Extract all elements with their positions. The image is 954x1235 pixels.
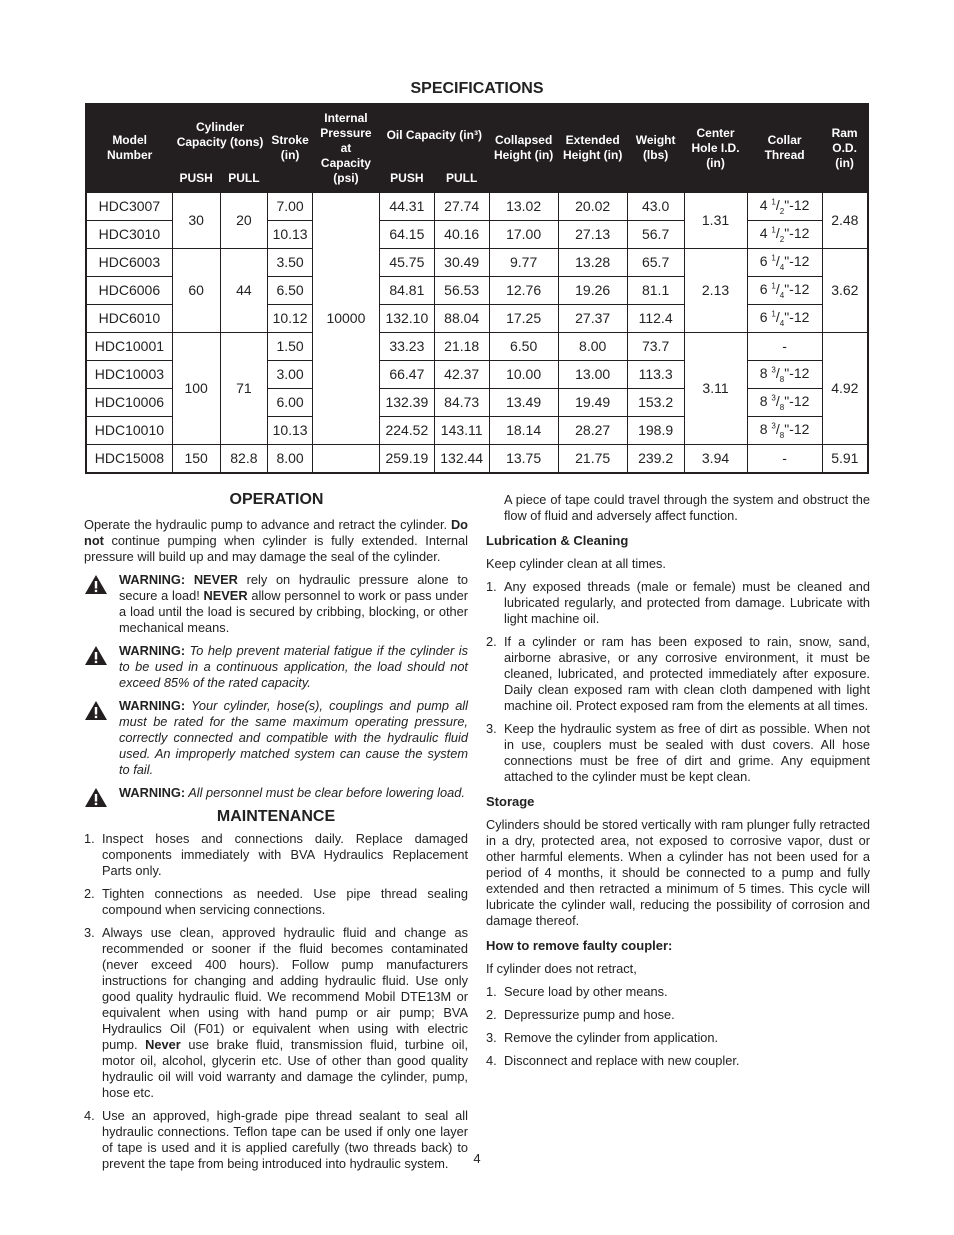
cell-capacity-pull: 20 — [220, 192, 268, 248]
collar-denominator: 2 — [779, 234, 785, 244]
specifications-title: SPECIFICATIONS — [410, 80, 544, 97]
cell-model: HDC6003 — [86, 248, 172, 276]
collar-whole: 4 — [759, 196, 768, 213]
cell-model: HDC10003 — [86, 360, 172, 388]
collar-numerator: 1 — [771, 196, 776, 206]
header-push: PUSH — [172, 165, 220, 192]
cell-model: HDC10001 — [86, 332, 172, 360]
specifications-table — [85, 103, 869, 474]
collar-numerator: 3 — [771, 420, 776, 430]
cell-capacity-pull: 44 — [220, 248, 268, 332]
collar-numerator: 1 — [771, 224, 776, 234]
header-model: Model Number — [86, 104, 172, 192]
collar-whole: 4 — [759, 224, 768, 241]
maintenance-item: 2. Tighten connections as needed. Use pipe thread sealing compound when servicing connections. — [84, 886, 468, 917]
cell-weight: 153.2 — [627, 388, 684, 416]
operation-title: OPERATION — [229, 491, 324, 508]
cell-extended: 19.26 — [558, 276, 627, 304]
cell-oil-push: 44.31 — [379, 192, 434, 220]
cell-extended: 13.00 — [558, 360, 627, 388]
header-oil-pull: PULL — [434, 165, 489, 192]
collar-whole: 8 — [759, 364, 768, 381]
cell-extended: 27.37 — [558, 304, 627, 332]
collar-denominator: 4 — [779, 262, 785, 272]
cell-center-hole: 1.31 — [684, 192, 747, 248]
collar-suffix: "-12 — [784, 308, 810, 325]
cell-capacity-push: 30 — [172, 192, 220, 248]
collar-numerator: 3 — [771, 364, 776, 374]
warning-pressure-rating: WARNING: Your cylinder, hose(s), couplings and pump all must be rated for the same maximum operating pressure, correctly connected and compatible with the hydraulic fluid used. An improperly matched system can cause the system to fail. — [84, 698, 468, 778]
warning-never: WARNING: NEVER rely on hydraulic pressure alone to secure a load! NEVER allow personnel to work or pass under a load until the load is secured by cribbing, blocking, or other mechanical means. — [84, 572, 468, 636]
lubrication-item: 3. Keep the hydraulic system as free of dirt as possible. When not in use, couplers must be sealed with dust covers. All hose connections must be free of dirt and grime. Any equipment attached to the cylinder must be kept clean. — [486, 721, 870, 784]
cell-collapsed: 18.14 — [489, 416, 558, 444]
cell-collar-thread: 4 $^1/_2"-12$ — [747, 192, 822, 220]
collar-whole: 6 — [759, 308, 768, 325]
collar-denominator: 8 — [779, 374, 785, 384]
header-oil-capacity: Oil Capacity (in³) — [379, 104, 489, 165]
cell-model: HDC15008 — [86, 444, 172, 473]
cell-weight: 198.9 — [627, 416, 684, 444]
operation-intro: Operate the hydraulic pump to advance and retract the cylinder. Do not continue pumping when cylinder is fully extended. Internal pressure will build up and may damage the seal of the cylinder. — [84, 517, 468, 564]
cell-weight: 113.3 — [627, 360, 684, 388]
cell-weight: 73.7 — [627, 332, 684, 360]
cell-stroke: 10.13 — [268, 416, 313, 444]
collar-suffix: "-12 — [784, 280, 810, 297]
cell-model: HDC10010 — [86, 416, 172, 444]
cell-oil-pull: 27.74 — [434, 192, 489, 220]
cell-ram-od: 3.62 — [822, 248, 868, 332]
cell-extended: 28.27 — [558, 416, 627, 444]
header-oil-push: PUSH — [379, 165, 434, 192]
collar-suffix: "-12 — [784, 196, 810, 213]
header-cylinder-capacity: Cylinder Capacity (tons) — [172, 104, 267, 165]
collar-denominator: 8 — [779, 430, 785, 440]
cell-stroke: 8.00 — [268, 444, 313, 473]
cell-weight: 56.7 — [627, 220, 684, 248]
coupler-intro: If cylinder does not retract, — [486, 961, 637, 976]
collar-suffix: "-12 — [784, 392, 810, 409]
cell-oil-push: 132.10 — [379, 304, 434, 332]
coupler-step: 3. Remove the cylinder from application. — [486, 1030, 719, 1045]
header-stroke: Stroke (in) — [268, 104, 313, 192]
cell-stroke: 6.50 — [268, 276, 313, 304]
collar-whole: 6 — [759, 252, 768, 269]
cell-capacity-push: 60 — [172, 248, 220, 332]
cell-oil-pull: 30.49 — [434, 248, 489, 276]
cell-collar-thread: 6 $^1/_4"-12$ — [747, 248, 822, 276]
cell-stroke: 6.00 — [268, 388, 313, 416]
coupler-step: 4. Disconnect and replace with new coupler. — [486, 1053, 740, 1068]
collar-numerator: 1 — [771, 308, 776, 318]
cell-collar-thread: - — [747, 444, 822, 473]
maintenance-title: MAINTENANCE — [216, 808, 336, 825]
table-row — [86, 332, 868, 360]
collar-denominator: 2 — [779, 206, 785, 216]
cell-oil-pull: 40.16 — [434, 220, 489, 248]
right-column — [486, 492, 870, 1069]
cell-pressure: 10000 — [312, 192, 379, 444]
cell-weight: 65.7 — [627, 248, 684, 276]
cell-weight: 239.2 — [627, 444, 684, 473]
cell-collapsed: 10.00 — [489, 360, 558, 388]
collar-numerator: 1 — [771, 280, 776, 290]
cell-weight: 112.4 — [627, 304, 684, 332]
header-extended: Extended Height (in) — [558, 104, 627, 192]
cell-extended: 20.02 — [558, 192, 627, 220]
cell-ram-od: 5.91 — [822, 444, 868, 473]
cell-model: HDC6006 — [86, 276, 172, 304]
cell-center-hole: 2.13 — [684, 248, 747, 332]
warning-icon — [84, 700, 108, 721]
cell-model: HDC10006 — [86, 388, 172, 416]
cell-model: HDC6010 — [86, 304, 172, 332]
cell-model: HDC3007 — [86, 192, 172, 220]
warning-icon — [84, 574, 108, 595]
cell-collapsed: 6.50 — [489, 332, 558, 360]
table-row — [86, 248, 868, 276]
collar-suffix: "-12 — [784, 364, 810, 381]
header-collapsed: Collapsed Height (in) — [489, 104, 558, 192]
cell-stroke: 1.50 — [268, 332, 313, 360]
cell-ram-od: 2.48 — [822, 192, 868, 248]
cell-oil-pull: 42.37 — [434, 360, 489, 388]
cell-extended: 21.75 — [558, 444, 627, 473]
cell-stroke: 3.00 — [268, 360, 313, 388]
cell-capacity-push: 100 — [172, 332, 220, 444]
cell-collar-thread: 6 $^1/_4"-12$ — [747, 276, 822, 304]
cell-oil-push: 66.47 — [379, 360, 434, 388]
cell-collapsed: 12.76 — [489, 276, 558, 304]
cell-weight: 81.1 — [627, 276, 684, 304]
maintenance-item-continued: A piece of tape could travel through the system and obstruct the flow of fluid and adversely affect function. — [504, 492, 870, 523]
cell-capacity-push: 150 — [172, 444, 220, 473]
cell-center-hole: 3.94 — [684, 444, 747, 473]
cell-collar-thread: - — [747, 332, 822, 360]
maintenance-item: 3. Always use clean, approved hydraulic fluid and change as recommended or sooner if the fluid becomes contaminated (never exceed 400 hours). Follow pump manufacturers instructions for changing and adding hydraulic fluid. Use only good quality hydraulic fluid. We recommend Mobil DTE13M or equivalent when using with hand pump or air pump; BVA Hydraulics Oil (F01) or equivalent when using with electric pump. Never use brake fluid, transmission fluid, turbine oil, motor oil, alcohol, glycerin etc. Use of other than good quality hydraulic oil will void warranty and damage the cylinder, pump, hose etc. — [84, 925, 468, 1100]
cell-stroke: 3.50 — [268, 248, 313, 276]
cell-collapsed: 9.77 — [489, 248, 558, 276]
cell-collapsed: 17.25 — [489, 304, 558, 332]
cell-oil-pull: 143.11 — [434, 416, 489, 444]
cell-stroke: 7.00 — [268, 192, 313, 220]
header-pressure: Internal Pressure at Capacity (psi) — [312, 104, 379, 192]
cell-weight: 43.0 — [627, 192, 684, 220]
header-weight: Weight (lbs) — [627, 104, 684, 192]
cell-extended: 19.49 — [558, 388, 627, 416]
cell-capacity-pull: 71 — [220, 332, 268, 444]
cell-oil-push: 132.39 — [379, 388, 434, 416]
page-number: 4 — [473, 1151, 481, 1166]
table-row — [86, 444, 868, 473]
cell-oil-pull: 132.44 — [434, 444, 489, 473]
cell-collar-thread: 6 $^1/_4"-12$ — [747, 304, 822, 332]
coupler-step: 2. Depressurize pump and hose. — [486, 1007, 675, 1022]
warning-personnel: WARNING: All personnel must be clear before lowering load. — [84, 785, 468, 801]
cell-collapsed: 13.49 — [489, 388, 558, 416]
collar-suffix: "-12 — [784, 420, 810, 437]
collar-numerator: 1 — [771, 252, 776, 262]
cell-oil-pull: 84.73 — [434, 388, 489, 416]
left-column — [84, 517, 468, 1172]
cell-pressure-empty — [312, 444, 379, 473]
maintenance-item: 4. Use an approved, high-grade pipe thread sealant to seal all hydraulic connections. Teflon tape can be used if only one layer of tape is used and it is applied carefully (two threads back) to prevent the tape from being introduced into hydraulic system. — [84, 1108, 468, 1171]
collar-whole: 6 — [759, 280, 768, 297]
cell-oil-push: 33.23 — [379, 332, 434, 360]
cell-center-hole: 3.11 — [684, 332, 747, 444]
cell-stroke: 10.12 — [268, 304, 313, 332]
cell-model: HDC3010 — [86, 220, 172, 248]
cell-ram-od: 4.92 — [822, 332, 868, 444]
cell-oil-pull: 88.04 — [434, 304, 489, 332]
warning-icon — [84, 645, 108, 666]
cell-oil-push: 224.52 — [379, 416, 434, 444]
warning-icon — [84, 787, 108, 808]
warning-fatigue: WARNING: To help prevent material fatigue if the cylinder is to be used in a continuous application, the load should not exceed 85% of the rated capacity. — [84, 643, 468, 691]
collar-numerator: 3 — [771, 392, 776, 402]
header-collar-thread: Collar Thread — [747, 104, 822, 192]
collar-whole: 8 — [759, 392, 768, 409]
cell-oil-push: 259.19 — [379, 444, 434, 473]
cell-oil-pull: 21.18 — [434, 332, 489, 360]
header-pull: PULL — [220, 165, 268, 192]
cell-collar-thread: 8 $^3/_8"-12$ — [747, 360, 822, 388]
lubrication-item: 1. Any exposed threads (male or female) must be cleaned and lubricated regularly, and protected from damage. Lubricate with light machine oil. — [486, 579, 870, 626]
cell-extended: 13.28 — [558, 248, 627, 276]
maintenance-item: 1. Inspect hoses and connections daily. Replace damaged components immediately with BVA Hydraulics Replacement Parts only. — [84, 831, 468, 878]
lubrication-intro: Keep cylinder clean at all times. — [486, 556, 666, 571]
coupler-title: How to remove faulty coupler: — [486, 938, 673, 953]
cell-oil-push: 84.81 — [379, 276, 434, 304]
cell-collar-thread: 8 $^3/_8"-12$ — [747, 388, 822, 416]
collar-whole: 8 — [759, 420, 768, 437]
cell-extended: 27.13 — [558, 220, 627, 248]
cell-stroke: 10.13 — [268, 220, 313, 248]
cell-capacity-pull: 82.8 — [220, 444, 268, 473]
collar-denominator: 8 — [779, 402, 785, 412]
cell-oil-pull: 56.53 — [434, 276, 489, 304]
cell-oil-push: 45.75 — [379, 248, 434, 276]
cell-extended: 8.00 — [558, 332, 627, 360]
header-center-hole: Center Hole I.D. (in) — [684, 104, 747, 192]
collar-suffix: "-12 — [784, 252, 810, 269]
cell-collar-thread: 4 $^1/_2"-12$ — [747, 220, 822, 248]
table-row — [86, 192, 868, 220]
cell-collapsed: 13.75 — [489, 444, 558, 473]
collar-denominator: 4 — [779, 290, 785, 300]
cell-collapsed: 13.02 — [489, 192, 558, 220]
collar-suffix: "-12 — [784, 224, 810, 241]
storage-text: Cylinders should be stored vertically with ram plunger fully retracted in a dry, protected area, not exposed to corrosive vapor, dust or other harmful elements. When a cylinder has not been used for a period of 4 months, it should be connected to a pump and fully extended and then retracted a minimum of 5 times. This cycle will lubricate the cylinder wall, reducing the possibility of corrosion and damage thereof. — [486, 817, 870, 928]
cell-collapsed: 17.00 — [489, 220, 558, 248]
header-ram-od: Ram O.D. (in) — [822, 104, 868, 192]
coupler-step: 1. Secure load by other means. — [486, 984, 668, 999]
cell-collar-thread: 8 $^3/_8"-12$ — [747, 416, 822, 444]
lubrication-item: 2. If a cylinder or ram has been exposed to rain, snow, sand, airborne abrasive, or any corrosive environment, it must be cleaned, lubricated, and protected immediately after exposure. Daily clean exposed ram with clean cloth dampened with light machine oil. Protect exposed ram from the elements at all times. — [486, 634, 870, 713]
cell-oil-push: 64.15 — [379, 220, 434, 248]
collar-denominator: 4 — [779, 318, 785, 328]
lubrication-title: Lubrication & Cleaning — [486, 533, 629, 548]
storage-title: Storage — [486, 794, 535, 809]
